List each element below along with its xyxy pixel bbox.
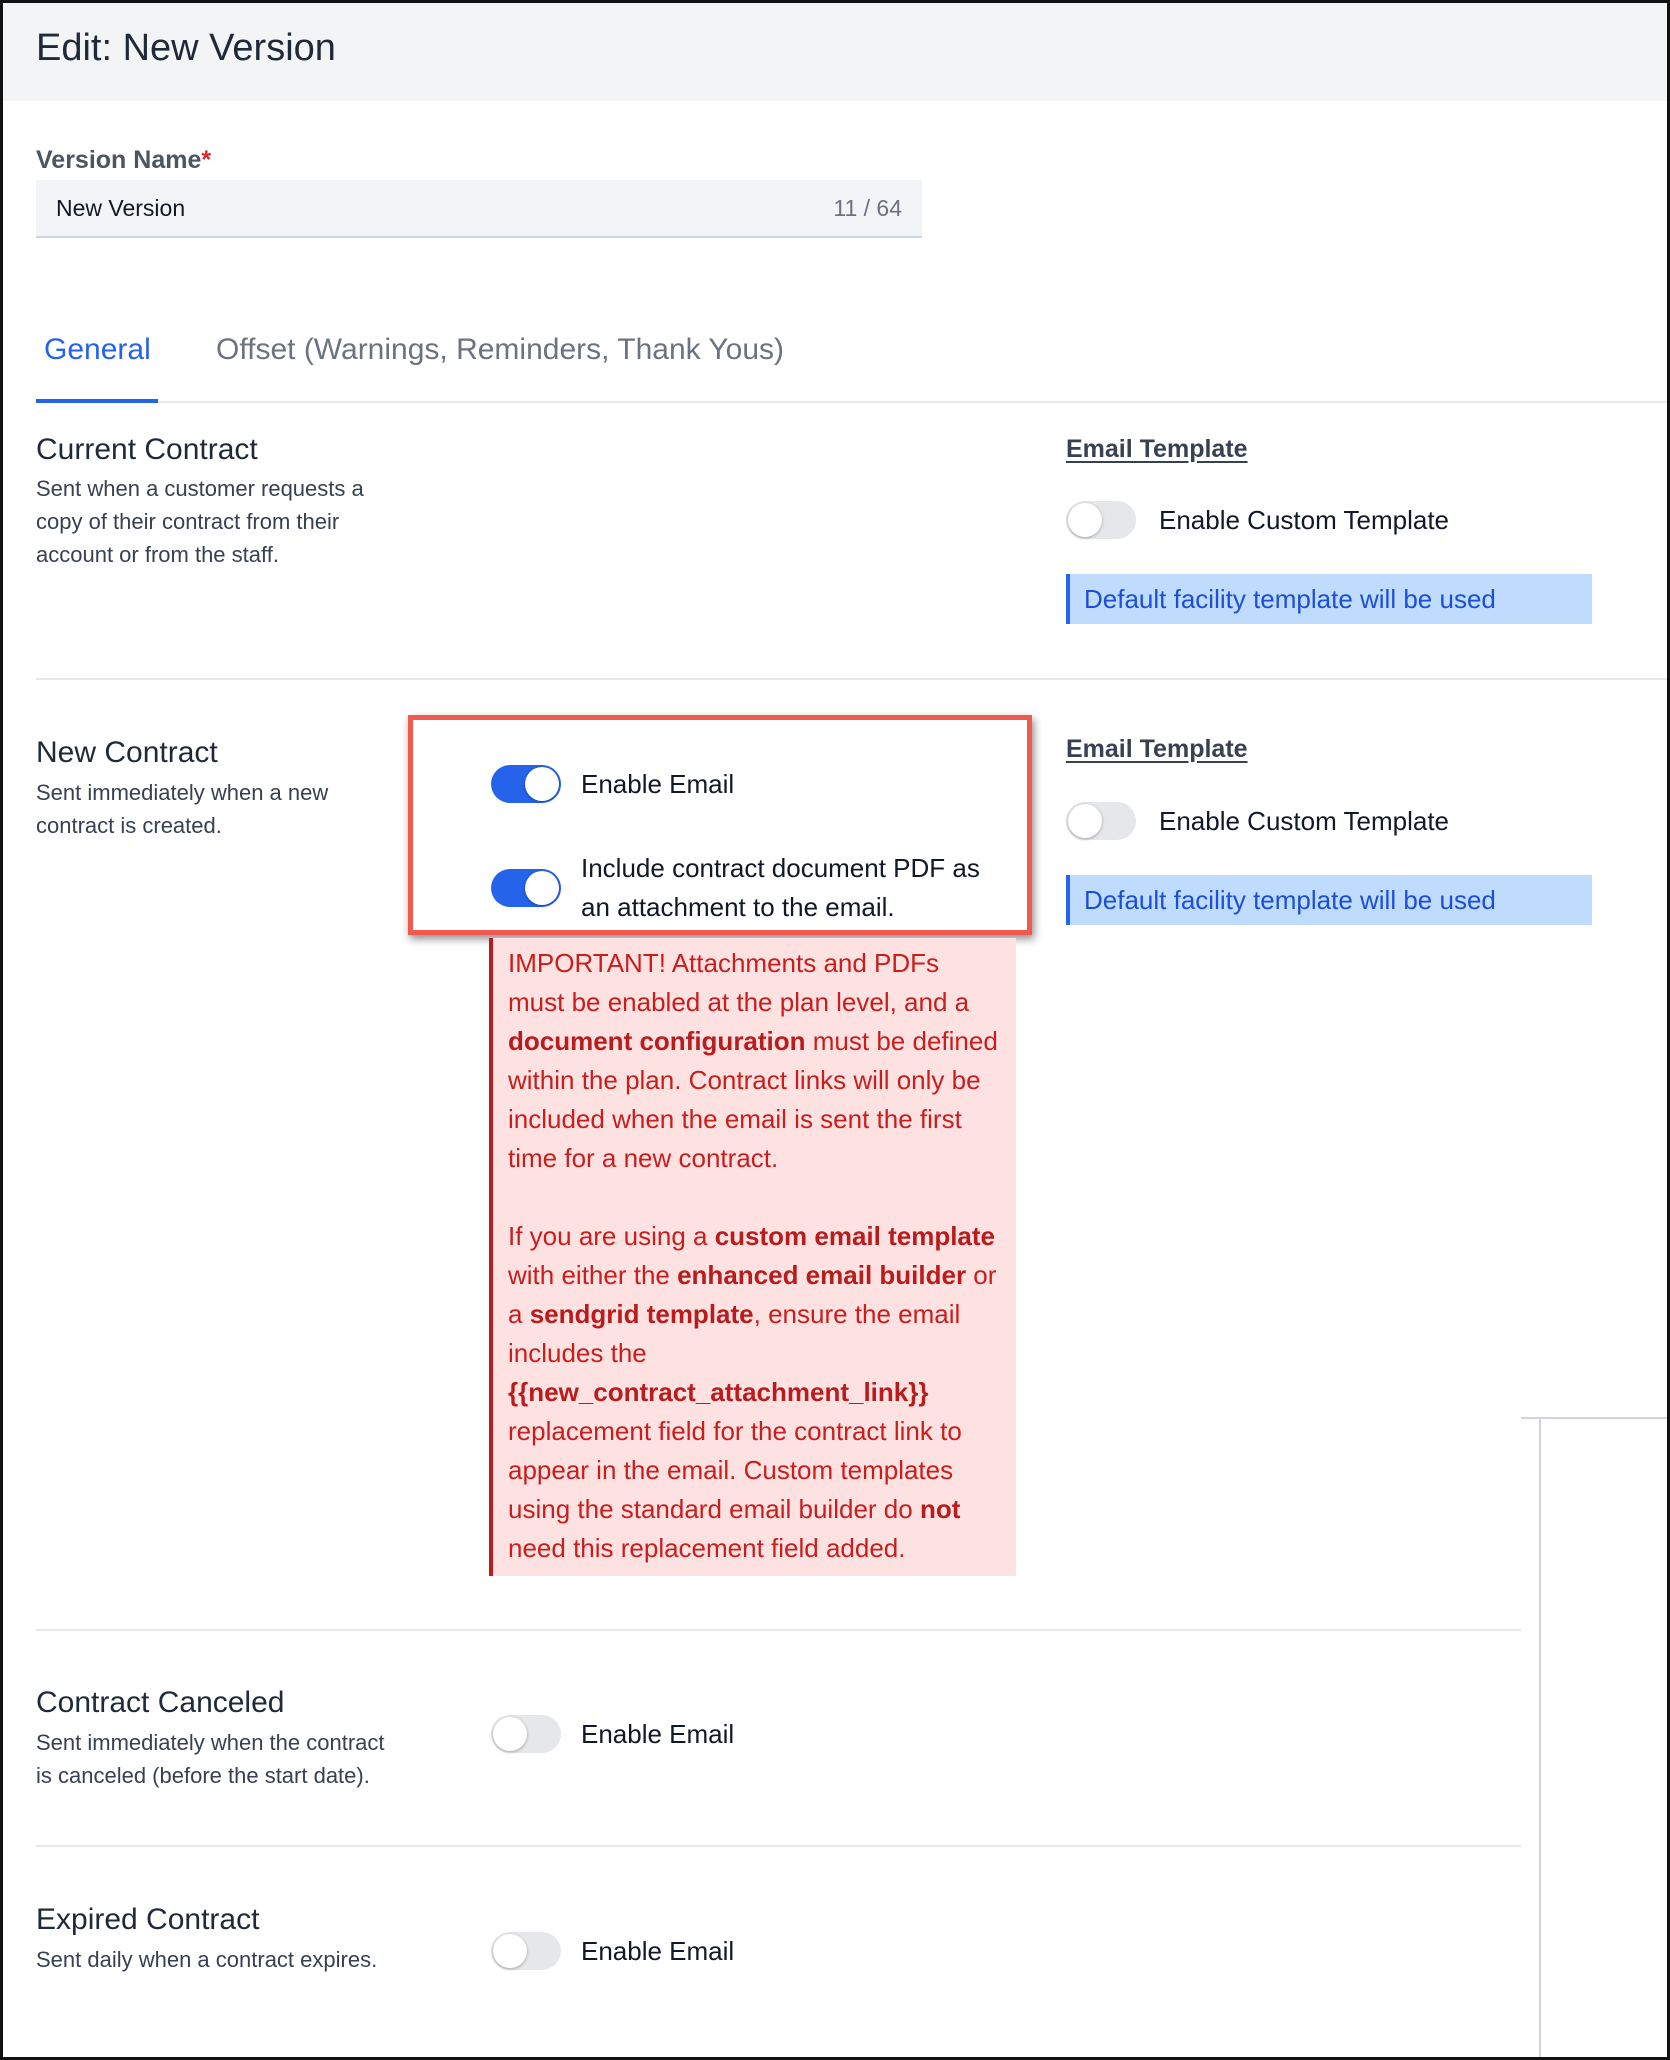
email-template-link[interactable]: Email Template bbox=[1066, 735, 1248, 763]
highlight-box bbox=[408, 715, 1032, 935]
warning-text: , ensure the email includes the bbox=[508, 1299, 961, 1368]
contract-canceled-title: Contract Canceled bbox=[36, 1686, 285, 1719]
important-warning bbox=[489, 938, 1016, 1576]
desc-line: Sent when a customer requests a bbox=[36, 476, 364, 501]
spacer bbox=[508, 1178, 1002, 1217]
warning-text: IMPORTANT! Attachments and PDFs must be enabled at the plan level, and a bbox=[508, 948, 970, 1017]
version-name-label-text: Version Name bbox=[36, 146, 202, 174]
enable-email-label: Enable Email bbox=[581, 769, 735, 799]
enable-email-label: Enable Email bbox=[581, 1719, 735, 1749]
custom-template-label: Enable Custom Template bbox=[1159, 806, 1450, 836]
current-contract-title: Current Contract bbox=[36, 433, 258, 466]
desc-line: is canceled (before the start date). bbox=[36, 1763, 370, 1788]
custom-template-label: Enable Custom Template bbox=[1159, 505, 1450, 535]
warning-text: If you are using a bbox=[508, 1221, 715, 1251]
warning-text: replacement field for the contract link to appear in the email. Custom templates using the standard email builder do bbox=[508, 1416, 962, 1524]
current-contract-description bbox=[36, 472, 364, 571]
enable-email-label: Enable Email bbox=[581, 1936, 735, 1966]
new-contract-description bbox=[36, 776, 328, 842]
expired-contract-title: Expired Contract bbox=[36, 1903, 260, 1936]
active-tab-indicator bbox=[36, 399, 158, 403]
label-line: Include contract document PDF as bbox=[581, 853, 980, 883]
custom-template-toggle[interactable] bbox=[1066, 501, 1136, 539]
warning-text: with either the bbox=[508, 1260, 678, 1290]
warning-bold: custom email template bbox=[714, 1221, 995, 1251]
section-divider bbox=[36, 1629, 1521, 1631]
toggle-knob bbox=[493, 1934, 527, 1968]
desc-line: Sent immediately when the contract bbox=[36, 1730, 385, 1755]
warning-text: or a bbox=[508, 1260, 997, 1329]
email-template-link[interactable]: Email Template bbox=[1066, 435, 1248, 463]
version-name-value[interactable]: New Version bbox=[56, 195, 186, 221]
warning-bold: document configuration bbox=[508, 1026, 806, 1056]
template-info-box bbox=[1066, 574, 1592, 624]
required-mark: * bbox=[201, 146, 212, 174]
template-info-text: Default facility template will be used bbox=[1084, 584, 1496, 614]
warning-bold: enhanced email builder bbox=[677, 1260, 967, 1290]
warning-bold: {{new_contract_attachment_link}} bbox=[508, 1377, 929, 1407]
warning-text: need this replacement field added. bbox=[508, 1533, 906, 1563]
tab-general[interactable]: General bbox=[44, 333, 151, 366]
section-divider bbox=[1521, 1417, 1667, 1419]
desc-line: contract is created. bbox=[36, 813, 222, 838]
label-line: an attachment to the email. bbox=[581, 892, 895, 922]
toggle-knob bbox=[493, 1717, 527, 1751]
vertical-divider bbox=[1539, 1419, 1541, 2057]
warning-text: must be defined within the plan. Contract links will only be included when the email is sent the first time for a new contract. bbox=[508, 1026, 998, 1173]
version-name-input[interactable] bbox=[36, 180, 922, 238]
template-info-text: Default facility template will be used bbox=[1084, 885, 1496, 915]
template-info-box bbox=[1066, 875, 1592, 925]
desc-line: Sent daily when a contract expires. bbox=[36, 1947, 378, 1972]
character-counter: 11 / 64 bbox=[833, 195, 902, 221]
warning-bold: sendgrid template bbox=[529, 1299, 754, 1329]
enable-email-toggle[interactable] bbox=[491, 1932, 561, 1970]
custom-template-toggle[interactable] bbox=[1066, 802, 1136, 840]
desc-line: Sent immediately when a new bbox=[36, 780, 329, 805]
desc-line: copy of their contract from their bbox=[36, 509, 340, 534]
desc-line: account or from the staff. bbox=[36, 542, 279, 567]
contract-canceled-description bbox=[36, 1726, 385, 1792]
expired-contract-description bbox=[36, 1943, 377, 1976]
page-header bbox=[3, 3, 1667, 101]
enable-email-toggle[interactable] bbox=[491, 1715, 561, 1753]
page-title: Edit: New Version bbox=[36, 27, 336, 69]
tab-offset[interactable]: Offset (Warnings, Reminders, Thank Yous) bbox=[216, 333, 785, 366]
new-contract-title: New Contract bbox=[36, 736, 218, 769]
warning-paragraph-2 bbox=[508, 1217, 1002, 1568]
toggle-knob bbox=[1068, 503, 1102, 537]
version-name-label bbox=[36, 146, 211, 175]
warning-paragraph-1 bbox=[508, 944, 1002, 1178]
warning-bold: not bbox=[919, 1494, 961, 1524]
toggle-knob bbox=[1068, 804, 1102, 838]
tabs-divider bbox=[36, 401, 1667, 403]
section-divider bbox=[36, 1845, 1521, 1847]
section-divider bbox=[36, 678, 1667, 680]
